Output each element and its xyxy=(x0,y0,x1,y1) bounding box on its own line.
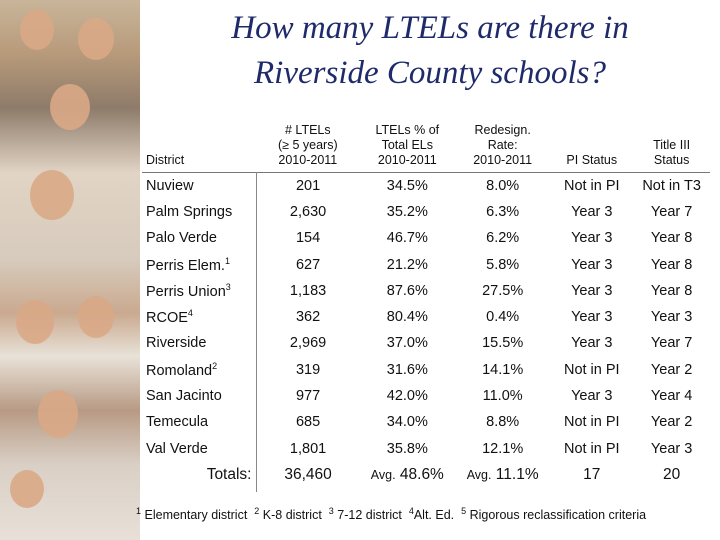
ltels-percent-cell: 34.5% xyxy=(386,177,428,194)
header-redesignation-rate: Redesign. Rate: 2010-2011 xyxy=(473,122,533,167)
table-row xyxy=(142,304,710,330)
pi-status-cell: Year 3 xyxy=(571,335,613,352)
ltels-cell: 362 xyxy=(256,304,360,330)
title3-status-cell: Year 3 xyxy=(650,440,693,457)
district-cell: Nuview xyxy=(146,177,194,194)
footnotes: $^1$ Elementary district $^2$ K-8 district $^3$ 7-12 district $^4$Alt. Ed. $^5$ Rigorous reclassification criteria xyxy=(136,506,647,523)
table-row xyxy=(142,225,710,251)
district-cell: Perris Elem.$^1$ xyxy=(146,255,230,274)
table-header-row xyxy=(142,116,710,172)
ltels-cell: 201 xyxy=(256,172,360,199)
redesignation-rate-cell: 15.5% xyxy=(482,335,524,352)
redesignation-rate-cell: 11.0% xyxy=(482,388,523,405)
pi-status-cell: Year 3 xyxy=(571,230,613,247)
header-district: District xyxy=(146,152,185,167)
ltels-cell: 2,630 xyxy=(256,199,360,225)
district-cell: Riverside xyxy=(146,335,207,352)
totals-pi-count: 17 xyxy=(583,465,601,483)
title3-status-cell: Year 8 xyxy=(650,282,693,299)
pi-status-cell: Year 3 xyxy=(571,256,613,273)
ltels-cell: 1,801 xyxy=(256,435,360,461)
ltels-percent-cell: 35.2% xyxy=(386,203,428,220)
ltels-cell: 1,183 xyxy=(256,278,360,304)
header-pi-status: PI Status xyxy=(566,152,618,167)
pi-status-cell: Not in PI xyxy=(563,440,620,457)
footnote-marker: 2 xyxy=(212,360,218,371)
footnote-marker: 1 xyxy=(224,255,230,266)
title-line-1: How many LTELs are there in xyxy=(231,10,629,46)
ltels-percent-cell: 87.6% xyxy=(386,282,428,299)
ltel-data-table xyxy=(142,116,710,492)
table-row xyxy=(142,278,710,304)
redesignation-rate-cell: 27.5% xyxy=(482,282,524,299)
district-cell: RCOE$^4$ xyxy=(146,308,193,327)
redesignation-rate-cell: 8.0% xyxy=(486,177,520,194)
ltels-percent-cell: 42.0% xyxy=(386,388,428,405)
table-row xyxy=(142,330,710,356)
redesignation-rate-cell: 0.4% xyxy=(486,309,520,326)
redesignation-rate-cell: 8.8% xyxy=(486,414,520,431)
student-photo-collage xyxy=(0,0,140,540)
footnote-marker: 3 xyxy=(225,281,231,292)
redesignation-rate-cell: 5.8% xyxy=(486,256,520,273)
ltels-cell: 319 xyxy=(256,357,360,383)
table-row xyxy=(142,251,710,277)
table-row xyxy=(142,172,710,199)
title3-status-cell: Year 8 xyxy=(650,230,693,247)
ltels-percent-cell: 46.7% xyxy=(386,230,428,247)
ltels-percent-cell: 35.8% xyxy=(386,440,428,457)
ltels-percent-cell: 37.0% xyxy=(386,335,428,352)
title3-status-cell: Not in T3 xyxy=(642,177,701,194)
title-line-2: Riverside County schools? xyxy=(254,55,606,91)
totals-title3-count: 20 xyxy=(662,465,681,483)
table-row xyxy=(142,409,710,435)
redesignation-rate-cell: 14.1% xyxy=(482,361,524,378)
pi-status-cell: Year 3 xyxy=(571,203,613,220)
header-title3-status: Title III Status xyxy=(653,137,691,167)
district-cell: Perris Union$^3$ xyxy=(146,281,231,300)
table-row xyxy=(142,199,710,225)
ltels-percent-cell: 21.2% xyxy=(386,256,428,273)
title3-status-cell: Year 7 xyxy=(650,203,693,220)
ltels-cell: 685 xyxy=(256,409,360,435)
title3-status-cell: Year 2 xyxy=(650,414,693,431)
ltels-percent-cell: 31.6% xyxy=(386,361,428,378)
pi-status-cell: Not in PI xyxy=(563,414,620,431)
ltels-percent-cell: 34.0% xyxy=(386,414,428,431)
redesignation-rate-cell: 12.1% xyxy=(482,440,524,457)
district-cell: Palo Verde xyxy=(146,230,217,247)
pi-status-cell: Year 3 xyxy=(571,282,613,299)
title3-status-cell: Year 7 xyxy=(650,335,693,352)
district-cell: Palm Springs xyxy=(146,203,233,220)
table-row xyxy=(142,383,710,409)
redesignation-rate-cell: 6.2% xyxy=(486,230,520,247)
header-ltels-percent: LTELs % of Total ELs 2010-2011 xyxy=(375,122,440,167)
redesignation-rate-cell: 6.3% xyxy=(486,203,520,220)
table-row xyxy=(142,435,710,461)
totals-avg-rate: Avg. 11.1% xyxy=(466,465,539,483)
district-cell: Val Verde xyxy=(146,440,208,457)
title3-status-cell: Year 8 xyxy=(650,256,693,273)
district-cell: Romoland$^2$ xyxy=(146,360,218,379)
ltels-cell: 2,969 xyxy=(256,330,360,356)
totals-row xyxy=(142,462,710,492)
pi-status-cell: Year 3 xyxy=(571,309,613,326)
title3-status-cell: Year 4 xyxy=(650,388,693,405)
ltels-cell: 154 xyxy=(256,225,360,251)
ltels-percent-cell: 80.4% xyxy=(386,309,428,326)
pi-status-cell: Not in PI xyxy=(563,361,620,378)
title3-status-cell: Year 3 xyxy=(650,309,693,326)
footnote-marker: 4 xyxy=(187,308,193,319)
page-title xyxy=(150,6,710,96)
totals-avg-percent: Avg. 48.6% xyxy=(370,465,444,483)
district-cell: Temecula xyxy=(146,414,209,431)
header-ltels: # LTELs (≥ 5 years) 2010-2011 xyxy=(277,122,338,167)
title3-status-cell: Year 2 xyxy=(650,361,693,378)
district-cell: San Jacinto xyxy=(146,388,222,405)
totals-ltels: 36,460 xyxy=(256,462,360,492)
pi-status-cell: Not in PI xyxy=(563,177,620,194)
pi-status-cell: Year 3 xyxy=(571,388,613,405)
totals-label: Totals: xyxy=(206,465,252,483)
ltels-cell: 627 xyxy=(256,251,360,277)
ltels-cell: 977 xyxy=(256,383,360,409)
table-row xyxy=(142,357,710,383)
